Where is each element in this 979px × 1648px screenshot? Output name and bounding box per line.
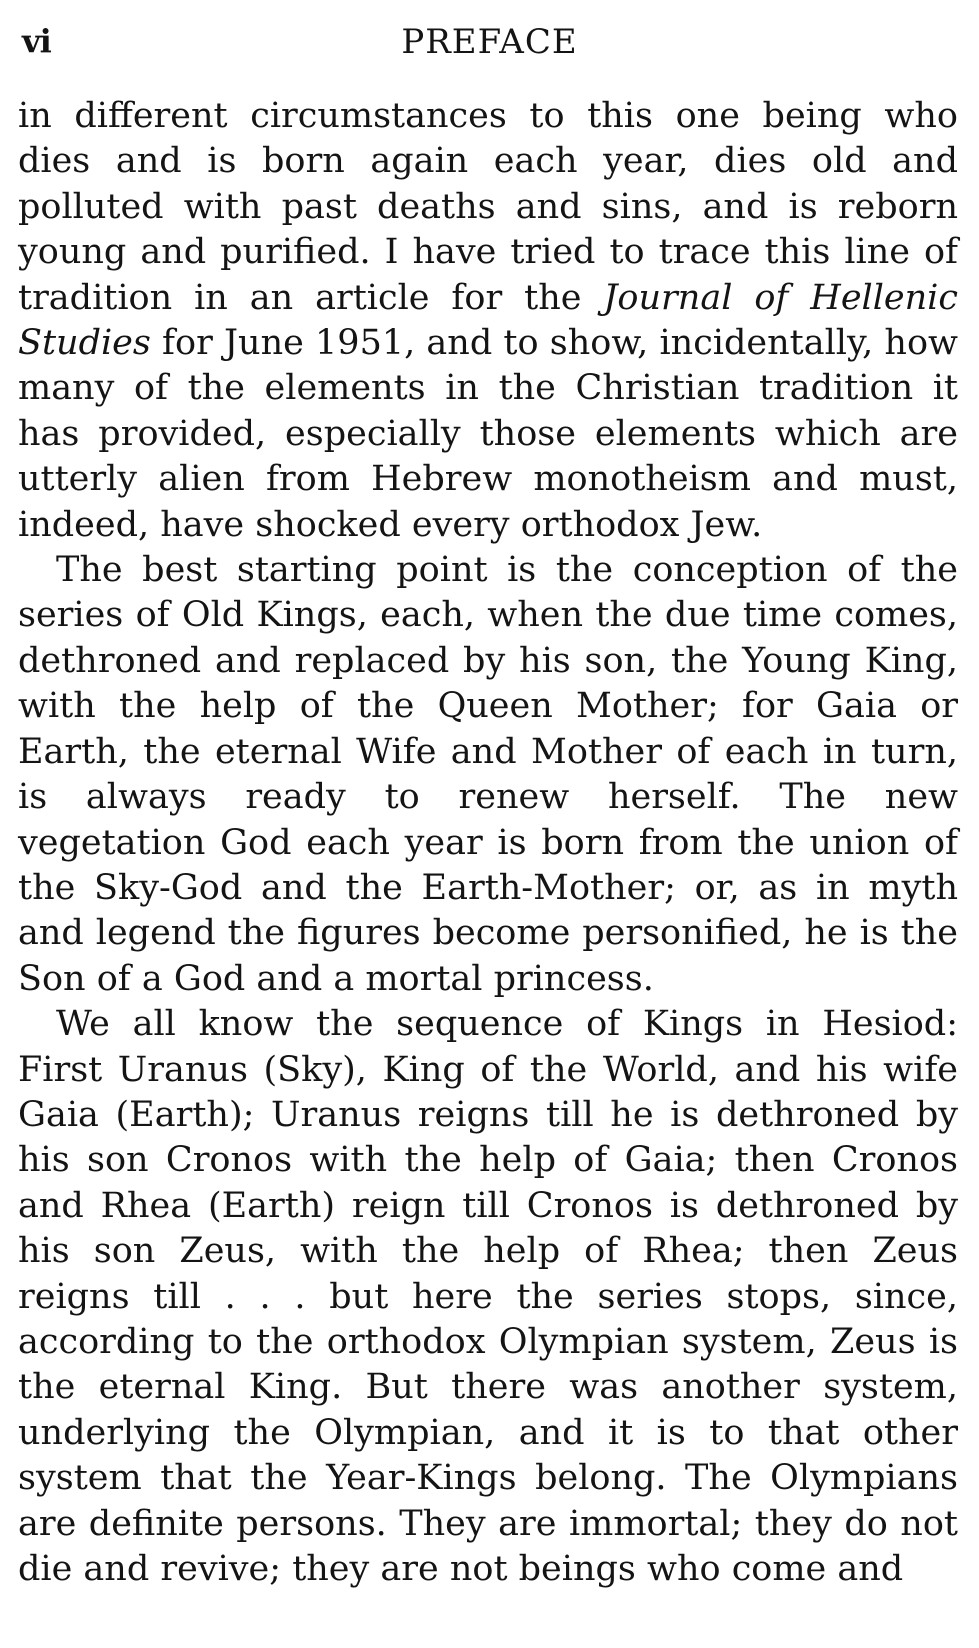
- paragraph-1-text-start: in different circumstances to this one being who dies and is born again each year, dies old and polluted with past deaths and sins, and is reborn young and purified. I have tried to trace this line of tradition in an article for the: [18, 96, 958, 318]
- page-header: [18, 16, 961, 74]
- paragraph-old-kings: The best starting point is the conception of the series of Old Kings, each, when the due time comes, dethroned and replaced by his son, the Young King, with the help of the Queen Mother; for Gaia or Earth, the eternal Wife and Mother of each in turn, is always ready to renew herself. The new vegetation God each year is born from the union of the Sky-God and the Earth-Mother; or, as in myth and legend the figures become personified, he is the Son of a God and a mortal princess.: [18, 550, 958, 999]
- journal-title: Journal of Hellenic Studies: [18, 277, 958, 364]
- paragraph-1-text-end: for June 1951, and to show, incidentally, how many of the elements in the Christian tradition it has provided, especially those elements which are utterly alien from Hebrew monotheism and must, indeed, have shocked every orthodox Jew.: [18, 323, 958, 545]
- paragraph-continued: [18, 94, 958, 548]
- page-number: vi: [22, 22, 51, 60]
- running-head: PREFACE: [401, 22, 578, 62]
- paragraph-hesiod: We all know the sequence of Kings in Hesiod: First Uranus (Sky), King of the World, and his wife Gaia (Earth); Uranus reigns till he is dethroned by his son Cronos with the help of Gaia; then Cronos and Rhea (Earth) reign till Cronos is dethroned by his son Zeus, with the help of Rhea; then Zeus reigns till . . . but here the series stops, since, according to the orthodox Olympian system, Zeus is the eternal King. But there was another system, underlying the Olympian, and it is to that other system that the Year-Kings belong. The Olympians are definite persons. They are immortal; they do not die and revive; they are not beings who come and: [18, 1004, 958, 1589]
- body-text: [18, 94, 958, 1592]
